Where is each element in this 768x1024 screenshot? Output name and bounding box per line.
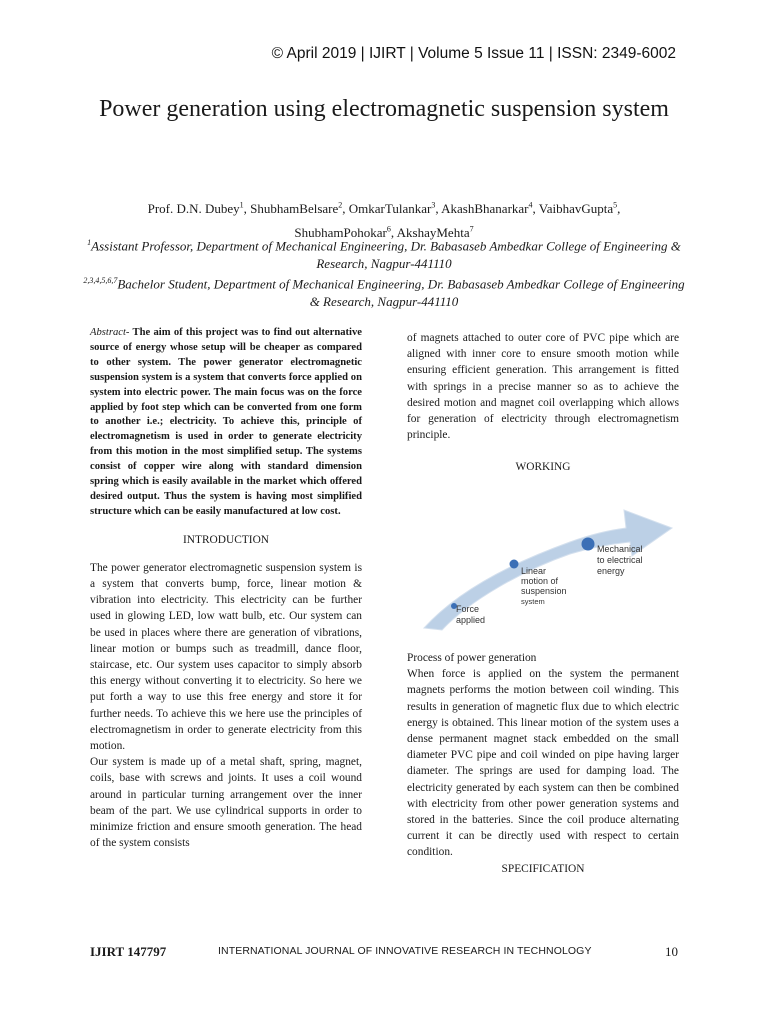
affiliation-2: $^{2,3,4,5,6,7}$Bachelor Student, Department of Mechanical Engineering, Dr. Babasaseb Ambedkar College of Engineering & Research, Nagpur-441110 xyxy=(83,276,685,310)
author: Prof. D.N. Dubey$^1$, xyxy=(147,201,251,217)
introduction-paragraph-3: of magnets attached to outer core of PVC pipe which are aligned with inner core to ensure smooth motion while ensuring efficient generation. This arrangement is fitted with springs in a precise manner so as to achieve the desired motion and magnet coil overlapping which allows for generation of electricity through electromagnetism principle. xyxy=(407,332,679,442)
introduction-heading: INTRODUCTION xyxy=(182,533,270,546)
left-column xyxy=(90,326,362,851)
specification-heading: SPECIFICATION xyxy=(501,862,585,875)
introduction-paragraph-1: The power generator electromagnetic suspension system is a system that converts bump, force, linear motion & vibration into electricity. This electricity can be further used in glowing LED, low watt bulb, etc. Our system can be used in places where there are generation of vibrations, linear motion or bumps such as treadmill, dance floor, staircase, etc. Our system uses capacitor to simply absorb this energy without converting it to electricity. So here we put forth a way to use this free energy and store it for further needs. To achieve this we here use the principles of electromagnetism in order to generate electricity from this motion. xyxy=(90,561,362,753)
step-dot-mechanical-energy xyxy=(582,538,595,551)
affiliation-1: $^1$Assistant Professor, Department of Mechanical Engineering, Dr. Babasaseb Ambedkar College of Engineering & Research, Nagpur-441110 xyxy=(87,238,681,272)
author: OmkarTulankar$^3$, xyxy=(348,201,442,217)
footer-paper-id: IJIRT 147797 xyxy=(90,944,167,959)
abstract xyxy=(90,326,362,520)
step-dot-linear-motion xyxy=(510,560,519,569)
author: AkashBhanarkar$^4$, xyxy=(441,201,539,217)
working-paragraph: When force is applied on the system the permanent magnets performs the motion between coil winding. This results in generation of magnetic flux due to which electric energy is obtained. This linear motion of the system uses a dense permanent magnet stack embedded on the small diameter PVC pipe and coil winded on pipe having larger diameter. The springs are used for damping load. The electricity generated by each system can then be combined with electricity from other power generation systems and stored in the batteries. Since the coil produce alternating current it can be directly used with respect to certain condition. xyxy=(407,668,679,859)
right-column xyxy=(407,330,679,473)
page-number: 10 xyxy=(665,944,678,959)
process-diagram xyxy=(420,490,680,638)
author: ShubhamPohokar$^6$, xyxy=(294,224,397,240)
abstract-label: Abstract- xyxy=(90,327,130,338)
author: ShubhamBelsare$^2$, xyxy=(250,201,349,217)
author-line-1 xyxy=(90,196,678,219)
introduction-paragraph-2: Our system is made up of a metal shaft, spring, magnet, coils, base with screws and joints. It uses a coil wound around in particular turning arrangement over the inner beam of the part. We use cylindrical supports in order to minimize friction and ensure smooth generation. The head of the system consists xyxy=(90,756,362,850)
working-heading: WORKING xyxy=(515,461,571,474)
step-label-mechanical-energy: Mechanical to electrical energy xyxy=(597,544,643,576)
step-label-force: Force applied xyxy=(456,604,486,625)
abstract-text: The aim of this project was to find out alternative source of energy whose setup will be cheaper as compared to other system. The power generator electromagnetic suspension system is a system that converts force applied on system into electric power. The main focus was on the force applied by foot step which can be converted from one form to another i.e.; electricity. To achieve this, principle of electromagnetism is used in order to generate electricity from this motion in the most simplified setup. The systems consist of copper wire along with standard dimension spring which is easily available in the market which offered desired output. Thus the system is having most simplified structure which can be easily manufactured at low cost. xyxy=(90,327,362,517)
author: AkshayMehta$^7$ xyxy=(396,224,474,240)
paper-title: Power generation using electromagnetic suspension system xyxy=(99,96,669,122)
footer-journal-name: INTERNATIONAL JOURNAL OF INNOVATIVE RESEARCH IN TECHNOLOGY xyxy=(218,945,592,957)
right-column-lower xyxy=(407,650,679,875)
figure-caption: Process of power generation xyxy=(407,652,537,664)
author: VaibhavGupta$^5$, xyxy=(538,201,621,217)
step-label-linear-motion: Linear motion of suspension system xyxy=(521,566,567,606)
journal-header: © April 2019 | IJIRT | Volume 5 Issue 11 | ISSN: 2349-6002 xyxy=(271,45,676,62)
